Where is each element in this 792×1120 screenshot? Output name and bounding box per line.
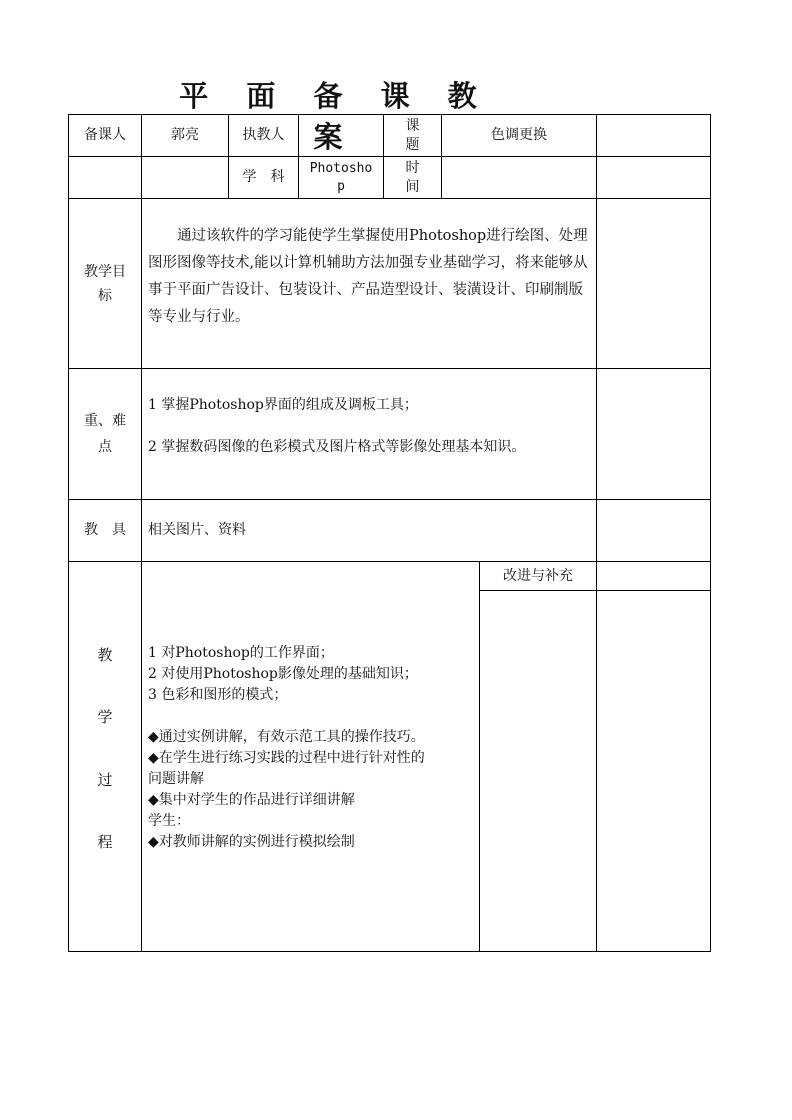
tools-label: 教 具 bbox=[84, 522, 126, 538]
key-points-label: 重、难 点 bbox=[84, 413, 126, 455]
key-point-item: 1 掌握Photoshop界面的组成及调板工具； bbox=[148, 397, 418, 413]
process-label-char: 程 bbox=[97, 833, 113, 851]
process-label-char: 教 bbox=[97, 646, 113, 664]
time-label: 时 间 bbox=[405, 159, 420, 195]
improvement-label: 改进与补充 bbox=[503, 567, 573, 584]
subject-label: 学 科 bbox=[242, 169, 285, 185]
process-label-char: 过 bbox=[97, 771, 113, 789]
teacher-value: 郭亮 bbox=[171, 127, 199, 143]
process-line: ◆在学生进行练习实践的过程中进行针对性的 bbox=[148, 750, 425, 766]
teacher-label: 备课人 bbox=[84, 127, 126, 143]
process-line: 2 对使用Photoshop影像处理的基础知识； bbox=[148, 666, 418, 682]
instructor-value bbox=[299, 115, 383, 156]
tools-value: 相关图片、资料 bbox=[148, 522, 246, 538]
instructor-label: 执教人 bbox=[242, 127, 285, 143]
process-line: 1 对Photoshop的工作界面； bbox=[148, 645, 334, 661]
key-point-item: 2 掌握数码图像的色彩模式及图片格式等影像处理基本知识。 bbox=[148, 439, 526, 455]
process-line: ◆通过实例讲解，有效示范工具的操作技巧。 bbox=[148, 729, 425, 745]
lesson-label: 课 题 bbox=[405, 117, 420, 153]
objectives-text: 通过该软件的学习能使学生掌握使用Photoshop进行绘图、处理图形图像等技术,能以计算机辅助方法加强专业基础学习，将来能够从事于平面广告设计、包装设计、产品造型设计、装潢设计、印刷制版等专业与行业。 bbox=[148, 228, 588, 325]
process-line: ◆集中对学生的作品进行详细讲解 bbox=[148, 792, 355, 808]
page-title: 平 面 备 课 教 案 bbox=[179, 79, 491, 154]
lesson-value: 色调更换 bbox=[491, 127, 547, 143]
process-line: 问题讲解 bbox=[148, 771, 204, 787]
process-line: ◆对教师讲解的实例进行模拟绘制 bbox=[148, 834, 355, 850]
process-line: 3 色彩和图形的模式； bbox=[148, 687, 288, 703]
objectives-label: 教学目 标 bbox=[84, 263, 126, 304]
process-label-char: 学 bbox=[97, 708, 113, 726]
process-content bbox=[148, 643, 476, 853]
process-line: 学生： bbox=[148, 813, 190, 829]
process-line bbox=[148, 706, 476, 727]
time-value bbox=[442, 157, 596, 198]
subject-value: Photosho p bbox=[309, 160, 373, 194]
